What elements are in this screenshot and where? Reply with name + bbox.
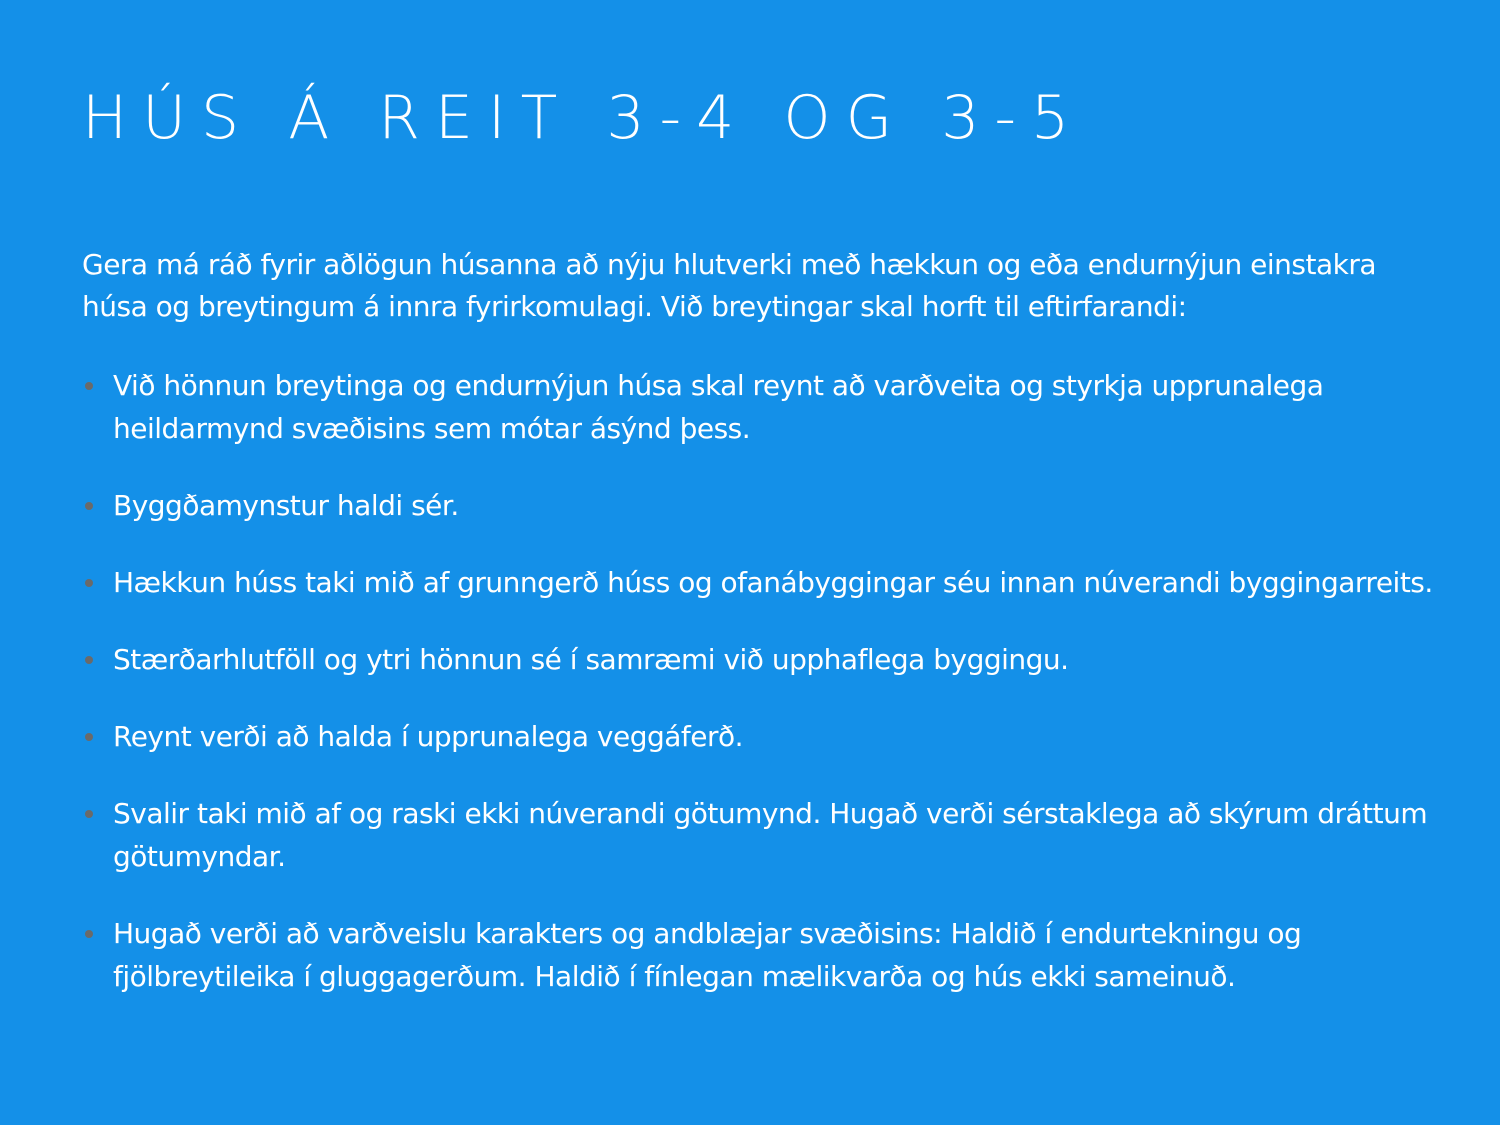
bullet-dot-icon [85, 810, 93, 818]
bullet-dot-icon [85, 579, 93, 587]
bullet-text: Reynt verði að halda í upprunalega veggáferð. [113, 720, 744, 753]
bullet-text: Byggðamynstur haldi sér. [113, 489, 459, 522]
bullet-text: Svalir taki mið af og raski ekki núverandi götumynd. Hugað verði sérstaklega að skýrum dráttum götumyndar. [113, 797, 1428, 873]
bullet-dot-icon [85, 656, 93, 664]
bullet-item [82, 364, 1442, 450]
bullet-item [82, 792, 1442, 878]
bullet-text: Hugað verði að varðveislu karakters og andblæjar svæðisins: Haldið í endurtekningu og fjölbreytileika í gluggagerðum. Haldið í fínlegan mælikvarða og hús ekki sameinuð. [113, 917, 1302, 993]
intro-paragraph: Gera má ráð fyrir aðlögun húsanna að nýju hlutverki með hækkun og eða endurnýjun einstakra húsa og breytingum á innra fyrirkomulagi. Við breytingar skal horft til eftirfarandi: [82, 248, 1377, 323]
bullet-dot-icon [85, 502, 93, 510]
bullet-dot-icon [85, 930, 93, 938]
slide-title: HÚS Á REIT 3-4 OG 3-5 [82, 83, 1085, 153]
bullet-text: Hækkun húss taki mið af grunngerð húss og ofanábyggingar séu innan núverandi byggingarreits. [113, 566, 1433, 599]
bullet-item [82, 484, 1442, 527]
bullet-dot-icon [85, 733, 93, 741]
bullet-item [82, 561, 1442, 604]
bullet-item [82, 912, 1442, 998]
bullet-list [82, 364, 1442, 1032]
bullet-item [82, 715, 1442, 758]
bullet-dot-icon [85, 382, 93, 390]
bullet-text: Stærðarhlutföll og ytri hönnun sé í samræmi við upphaflega byggingu. [113, 643, 1069, 676]
bullet-text: Við hönnun breytinga og endurnýjun húsa skal reynt að varðveita og styrkja upprunalega heildarmynd svæðisins sem mótar ásýnd þess. [113, 369, 1324, 445]
bullet-item [82, 638, 1442, 681]
